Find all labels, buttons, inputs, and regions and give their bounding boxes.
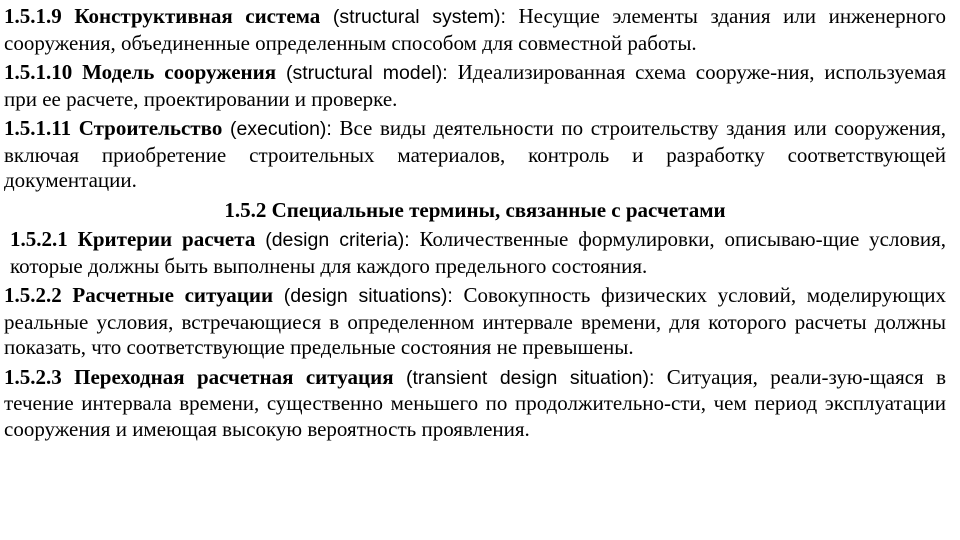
term-entry-1-5-1-9 [4,4,946,56]
term-number: 1.5.1.10 [4,60,73,84]
term-name: Строительство [78,116,223,140]
term-name: Критерии расчета [77,227,256,251]
section-heading: 1.5.2 Специальные термины, связанные с расчетами [224,197,726,222]
term-english: (design criteria): [265,229,410,251]
term-name: Переходная расчетная ситуация [74,364,394,389]
term-entry-1-5-2-1 [4,227,946,279]
term-entry-1-5-1-11 [4,116,946,194]
term-number: 1.5.2.3 [4,364,62,389]
term-entry-1-5-2-3 [4,365,946,443]
term-english: (design situations): [283,285,453,307]
term-english: (transient design situation): [405,366,655,389]
term-definition: Совокупность физических условий, моделирующих реальные условия, встречающиеся в определенном интервале времени, для которого расчеты должны показать, что соответствующие предельные состояния не превышены. [4,283,947,359]
term-entry-1-5-1-10 [4,60,946,112]
term-number: 1.5.2.1 [10,227,68,251]
term-name: Конструктивная система [74,4,321,28]
term-english: (structural system): [332,6,506,28]
term-name: Расчетные ситуации [72,283,274,307]
document-page [4,4,946,446]
term-number: 1.5.2.2 [4,283,62,307]
term-definition: Несущие элементы здания или инженерного сооружения, объединенные определенным способом для совместной работы. [4,4,946,55]
term-definition: Ситуация, реали-зую-щаяся в течение интервала времени, существенно меньшего по продолжительно-сти, чем период эксплуатации сооружения и имеющая высокую вероятность проявления. [4,364,947,441]
term-entry-1-5-2-2 [4,283,946,361]
term-definition: Количественные формулировки, описываю-щие условия, которые должны быть выполнены для каждого предельного состояния. [10,227,947,278]
term-number: 1.5.1.9 [4,4,62,28]
term-number: 1.5.1.11 [4,116,72,140]
term-english: (structural model): [285,62,448,84]
term-definition: Идеализированная схема сооруже-ния, используемая при ее расчете, проектировании и проверке. [4,60,946,111]
term-definition: Все виды деятельности по строительству здания или сооружения, включая приобретение строительных материалов, контроль и разработку соответствующей документации. [4,116,947,192]
term-name: Модель сооружения [82,60,277,84]
term-english: (execution): [229,118,332,140]
